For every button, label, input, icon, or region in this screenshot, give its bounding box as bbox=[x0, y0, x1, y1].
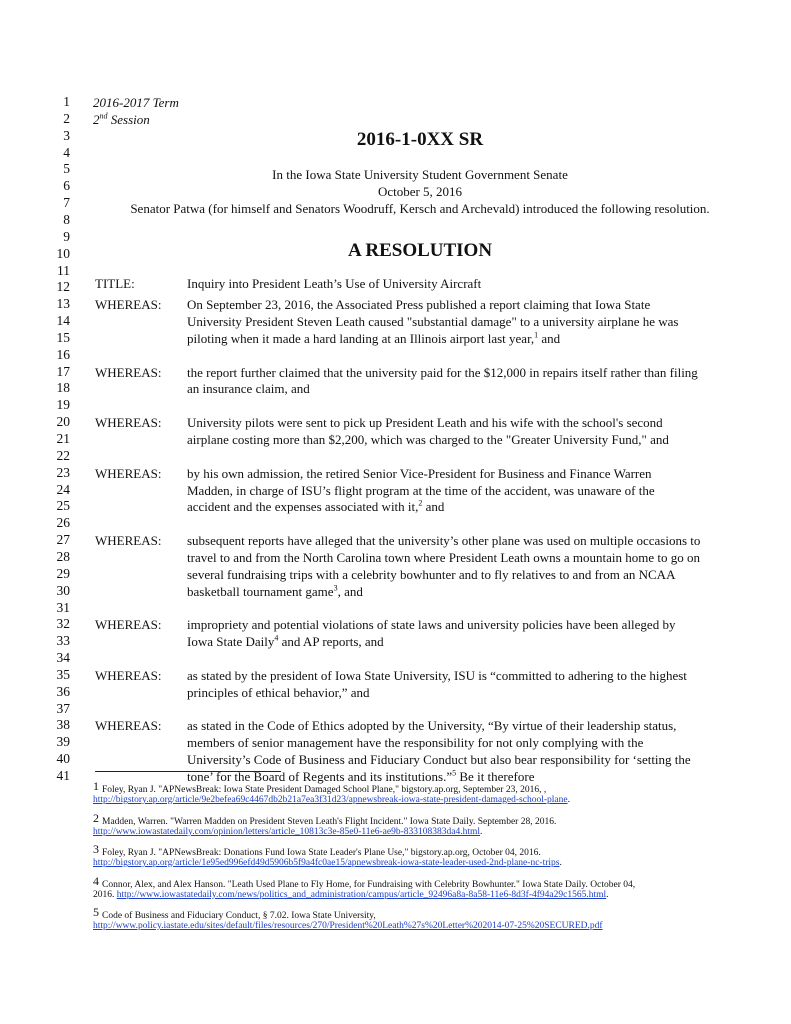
line-number: 29 bbox=[56, 565, 70, 581]
whereas-text-line: several fundraising trips with a celebrity bowhunter and to fly relatives to and from an NCAA bbox=[187, 566, 676, 582]
footnote-link[interactable]: http://www.iowastatedaily.com/news/politics_and_administration/campus/article_92496a8a-8a58-11e6-8d3f-4f94a29c1565.html bbox=[116, 890, 607, 900]
line-number: 16 bbox=[56, 346, 70, 362]
term-label: 2016-2017 Term bbox=[93, 95, 179, 110]
bill-number: 2016-1-0XX SR bbox=[356, 129, 484, 150]
session-label: 2nd Session bbox=[93, 111, 150, 127]
line-number: 10 bbox=[56, 245, 70, 261]
whereas-text-line: principles of ethical behavior,” and bbox=[187, 684, 370, 700]
line-number: 14 bbox=[56, 313, 70, 329]
line-number: 17 bbox=[56, 363, 70, 379]
line-number: 35 bbox=[56, 666, 70, 682]
footnote-ref: 5 bbox=[452, 768, 457, 778]
line-number: 38 bbox=[56, 717, 70, 733]
sponsors-line: Senator Patwa (for himself and Senators Woodruff, Kersch and Archevald) introduced the following resolution. bbox=[130, 201, 710, 216]
line-number: 21 bbox=[56, 431, 70, 446]
footnote-ref: 1 bbox=[534, 330, 539, 340]
line-number: 36 bbox=[56, 683, 70, 699]
footnote-link[interactable]: http://bigstory.ap.org/article/1e95ed996efd49d5906b5f9a4fc0ae15/apnewsbreak-iowa-state-leader-used-2nd-plane-nc-trips bbox=[93, 858, 560, 868]
whereas-text-line: University’s Code of Business and Fiduciary Conduct but also bear responsibility for ‘setting the bbox=[187, 752, 691, 768]
whereas-label: WHEREAS: bbox=[95, 297, 162, 313]
footnote-link-line bbox=[93, 920, 603, 932]
whereas-text-line: the report further claimed that the university paid for the $12,000 in repairs itself rather than filing bbox=[187, 364, 698, 380]
footnote-1: 1 Foley, Ryan J. "APNewsBreak: Iowa State President Damaged School Plane," bigstory.ap.org, September 23, 2016, , bbox=[93, 779, 547, 795]
footnote-4: 4 Connor, Alex, and Alex Hanson. "Leath Used Plane to Fly Home, for Fundraising with Celebrity Bowhunter." Iowa State Daily. October 04, bbox=[93, 874, 636, 890]
whereas-text-line: Madden, in charge of ISU’s flight program at the time of the accident, was unaware of the bbox=[187, 482, 655, 498]
line-number: 30 bbox=[56, 582, 70, 598]
line-number: 8 bbox=[63, 211, 70, 227]
resolution-heading: A RESOLUTION bbox=[347, 240, 493, 261]
line-number: 7 bbox=[63, 195, 70, 211]
whereas-text-line: piloting when it made a hard landing at an Illinois airport last year,$^1$ and bbox=[187, 330, 561, 346]
footnote-link-line: http://www.iowastatedaily.com/opinion/letters/article_10813c3e-85e0-11e6-ae9b-833108383da4.html. bbox=[93, 827, 483, 837]
line-number: 26 bbox=[56, 515, 70, 531]
footnote-ref: 2 bbox=[418, 499, 423, 509]
footnote-2: 2 Madden, Warren. "Warren Madden on President Steven Leath's Flight Incident." Iowa State Daily. September 28, 2016. bbox=[93, 811, 557, 827]
whereas-label: WHEREAS: bbox=[95, 364, 162, 380]
line-number: 28 bbox=[56, 548, 70, 564]
line-number: 41 bbox=[56, 768, 70, 783]
footnote-link[interactable]: http://www.iowastatedaily.com/opinion/letters/article_10813c3e-85e0-11e6-ae9b-833108383da4.html bbox=[93, 827, 481, 837]
line-number: 18 bbox=[56, 380, 70, 396]
whereas-text-line: On September 23, 2016, the Associated Press published a report claiming that Iowa State bbox=[187, 297, 651, 313]
line-number: 13 bbox=[56, 296, 70, 312]
line-number: 5 bbox=[63, 161, 70, 177]
whereas-text-line: as stated in the Code of Ethics adopted by the University, “By virtue of their leadership status, bbox=[187, 718, 677, 734]
footnote-link-line: http://bigstory.ap.org/article/9e2befea69c4467db2b21a7ea3f31d23/apnewsbreak-iowa-state-president-damaged-school-plane. bbox=[93, 795, 570, 805]
footnote-link-line: 2016. http://www.iowastatedaily.com/news/politics_and_administration/campus/article_92496a8a-8a58-11e6-8d3f-4f94a29c1565.html. bbox=[93, 890, 609, 900]
line-number: 24 bbox=[56, 481, 70, 497]
line-number: 32 bbox=[56, 616, 70, 632]
whereas-text-line: as stated by the president of Iowa State University, ISU is “committed to adhering to the highest bbox=[187, 667, 687, 683]
line-number: 12 bbox=[56, 279, 70, 295]
whereas-label: WHEREAS: bbox=[95, 617, 162, 633]
whereas-label: WHEREAS: bbox=[95, 718, 162, 734]
whereas-text-line: Iowa State Daily$^4$ and AP reports, and bbox=[187, 633, 384, 650]
whereas-label: WHEREAS: bbox=[95, 415, 162, 431]
line-number: 20 bbox=[56, 414, 70, 430]
senate-line: In the Iowa State University Student Government Senate bbox=[272, 167, 568, 182]
whereas-text-line: members of senior management have the responsibility for not only complying with the bbox=[187, 735, 644, 751]
line-number: 37 bbox=[56, 700, 70, 716]
footnote-divider bbox=[95, 771, 281, 772]
whereas-text-line: accident and the expenses associated with it,$^2$ and bbox=[187, 499, 445, 515]
line-number: 34 bbox=[56, 650, 70, 666]
footnote-3: 3 Foley, Ryan J. "APNewsBreak: Donations Fund Iowa State Leader's Plane Use," bigstory.ap.org, October 04, 2016. bbox=[93, 842, 541, 858]
line-number: 11 bbox=[57, 262, 70, 278]
whereas-text-line: University President Steven Leath caused "substantial damage" to a university airplane he was bbox=[187, 314, 679, 330]
whereas-text-line: University pilots were sent to pick up President Leath and his wife with the school's second bbox=[187, 415, 663, 431]
line-number: 27 bbox=[56, 532, 70, 548]
footnote-ref: 3 bbox=[333, 583, 338, 593]
line-number: 33 bbox=[56, 633, 70, 649]
line-number: 4 bbox=[63, 144, 70, 160]
line-number: 9 bbox=[63, 228, 70, 244]
line-number: 23 bbox=[56, 464, 70, 480]
line-number: 40 bbox=[56, 751, 70, 767]
title-label: TITLE: bbox=[95, 276, 135, 291]
footnote-link[interactable]: http://bigstory.ap.org/article/9e2befea69c4467db2b21a7ea3f31d23/apnewsbreak-iowa-state-president-damaged-school-plane bbox=[93, 795, 568, 805]
footnote-link-line: http://bigstory.ap.org/article/1e95ed996efd49d5906b5f9a4fc0ae15/apnewsbreak-iowa-state-leader-used-2nd-plane-nc-trips. bbox=[93, 858, 562, 868]
whereas-label: WHEREAS: bbox=[95, 667, 162, 683]
whereas-text-line: tone’ for the Board of Regents and its institutions.”$^5$ Be it therefore bbox=[187, 768, 535, 784]
whereas-label: WHEREAS: bbox=[95, 533, 162, 549]
whereas-text-line: impropriety and potential violations of state laws and university policies have been alleged by bbox=[187, 617, 676, 633]
whereas-text-line: an insurance claim, and bbox=[187, 381, 310, 397]
whereas-text-line: by his own admission, the retired Senior Vice-President for Business and Finance Warren bbox=[187, 465, 652, 481]
whereas-text-line: subsequent reports have alleged that the university’s other plane was used on multiple occasions to bbox=[187, 533, 701, 549]
line-number: 2 bbox=[63, 110, 70, 126]
line-number: 22 bbox=[56, 447, 70, 463]
line-number: 15 bbox=[56, 329, 70, 345]
line-number: 19 bbox=[56, 397, 70, 413]
whereas-label: WHEREAS: bbox=[95, 465, 162, 481]
line-number: 31 bbox=[56, 599, 70, 615]
line-number: 6 bbox=[63, 178, 70, 194]
line-number: 39 bbox=[56, 734, 70, 750]
footnote-link[interactable]: http://www.policy.iastate.edu/sites/default/files/resources/270/President%20Leath%27s%20Letter%202014-07-25%20SECURED.pdf bbox=[93, 921, 603, 931]
whereas-text-line: airplane costing more than $2,200, which was charged to the "Greater University Fund," and bbox=[187, 432, 669, 447]
line-number: 3 bbox=[63, 127, 70, 143]
title-text: Inquiry into President Leath’s Use of University Aircraft bbox=[187, 276, 482, 291]
whereas-text-line: travel to and from the North Carolina town where President Leath owns a mountain home to go on bbox=[187, 549, 701, 565]
date-line: October 5, 2016 bbox=[377, 184, 463, 199]
whereas-text-line: basketball tournament game$^3$, and bbox=[187, 583, 363, 599]
line-number: 1 bbox=[63, 94, 70, 109]
footnote-ref: 4 bbox=[274, 633, 279, 643]
line-number: 25 bbox=[56, 498, 70, 514]
footnote-5: 5 Code of Business and Fiduciary Conduct, § 7.02. Iowa State University, bbox=[93, 905, 376, 921]
